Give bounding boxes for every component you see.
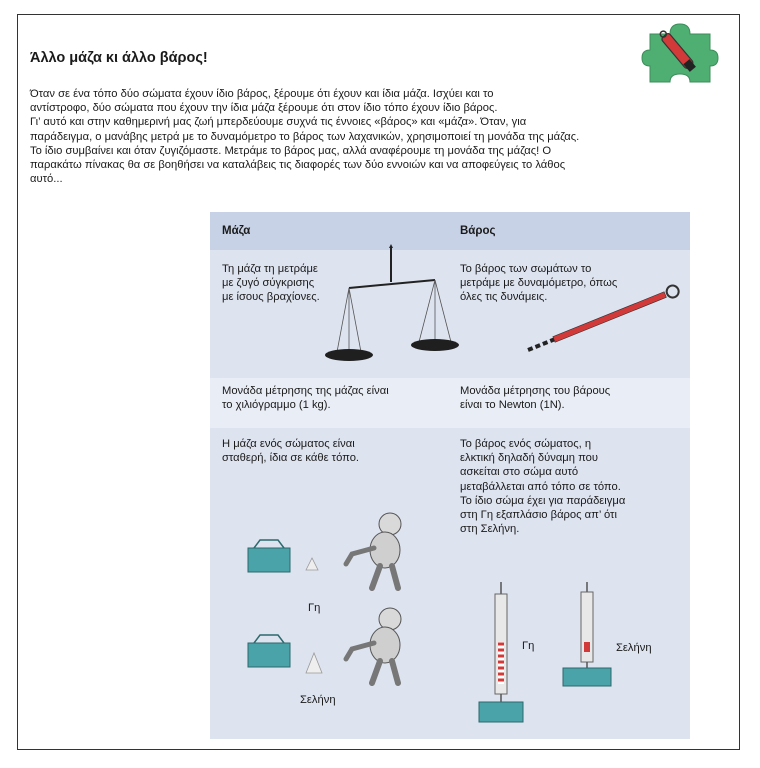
intro-paragraph bbox=[30, 87, 730, 186]
text-line: στη Γη εξαπλάσιο βάρος απ’ ότι bbox=[460, 509, 617, 522]
text-line: με ζυγό σύγκρισης bbox=[222, 277, 315, 290]
row2-mass-text bbox=[222, 384, 389, 412]
text-line: μετράμε με δυναμόμετρο, όπως bbox=[460, 277, 618, 290]
text-line: με ίσους βραχίονες. bbox=[222, 291, 320, 304]
spring-scale-earth-icon bbox=[465, 582, 545, 732]
text-line: το χιλιόγραμμο (1 kg). bbox=[222, 399, 331, 412]
intro-line: Το ίδιο συμβαίνει και όταν ζυγιζόμαστε. Μετράμε το βάρος μας, αλλά αναφέρουμε τη μονάδα της μάζας! Ο bbox=[30, 144, 552, 157]
puzzle-icon bbox=[640, 20, 720, 88]
row3-mass-text bbox=[222, 437, 359, 465]
intro-line: αντίστροφο, δύο σώματα που έχουν την ίδια μάζα ξέρουμε ότι στον ίδιο τόπο έχουν ίδιο βάρος. bbox=[30, 102, 498, 115]
astronaut-moon-icon bbox=[240, 607, 420, 697]
mass-weight-table bbox=[210, 212, 690, 739]
earth-label: Γη bbox=[308, 602, 321, 614]
moon-spring-label: Σελήνη bbox=[616, 642, 652, 654]
text-line: σταθερή, ίδια σε κάθε τόπο. bbox=[222, 452, 360, 465]
intro-line: Όταν σε ένα τόπο δύο σώματα έχουν ίδιο βάρος, ξέρουμε ότι έχουν και ίδια μάζα. Ισχύει και το bbox=[30, 88, 494, 100]
earth-spring-label: Γη bbox=[522, 640, 535, 652]
astronaut-earth-icon bbox=[240, 512, 420, 602]
page-title: Άλλο μάζα κι άλλο βάρος! bbox=[30, 50, 208, 66]
intro-line: Γι’ αυτό και στην καθημερινή μας ζωή μπερδεύουμε συχνά τις έννοιες «βάρος» και «μάζα». Όταν, για bbox=[30, 116, 527, 129]
row1-mass-text bbox=[222, 262, 320, 305]
text-line: Μονάδα μέτρησης της μάζας είναι bbox=[222, 385, 389, 397]
text-line: στη Σελήνη. bbox=[460, 523, 520, 536]
text-line: όλες τις δυνάμεις. bbox=[460, 291, 548, 304]
text-line: Η μάζα ενός σώματος είναι bbox=[222, 438, 355, 450]
text-line: ελκτική δηλαδή δύναμη που bbox=[460, 452, 598, 465]
intro-line: παράδειγμα, ο μανάβης μετρά με το δυναμόμετρο το βάρος των λαχανικών, χρησιμοποιεί τη μονάδα της μάζας. bbox=[30, 130, 580, 143]
dynamometer-icon bbox=[540, 282, 690, 352]
row2-weight-text bbox=[460, 384, 610, 412]
intro-line: παρακάτω πίνακας θα σε βοηθήσει να καταλάβεις τις διαφορές των δύο εννοιών και να αποφεύγεις το λάθος bbox=[30, 159, 566, 172]
header-weight: Βάρος bbox=[460, 225, 496, 237]
text-line: Τη μάζα τη μετράμε bbox=[222, 263, 318, 275]
intro-line: αυτό... bbox=[30, 173, 63, 186]
text-line: Το βάρος ενός σώματος, η bbox=[460, 438, 592, 450]
text-line: είναι το Newton (1N). bbox=[460, 399, 565, 412]
text-line: μεταβάλλεται από τόπο σε τόπο. bbox=[460, 480, 621, 493]
text-line: Το βάρος των σωμάτων το bbox=[460, 263, 592, 275]
moon-label: Σελήνη bbox=[300, 694, 336, 706]
row3-weight-text bbox=[460, 437, 625, 536]
text-line: Το ίδιο σώμα έχει για παράδειγμα bbox=[460, 494, 626, 507]
text-line: ασκείται στο σώμα αυτό bbox=[460, 466, 579, 479]
text-line: Μονάδα μέτρησης του βάρους bbox=[460, 385, 611, 397]
balance-scale-icon bbox=[335, 242, 455, 372]
spring-scale-moon-icon bbox=[555, 582, 635, 692]
header-mass: Μάζα bbox=[222, 225, 251, 237]
